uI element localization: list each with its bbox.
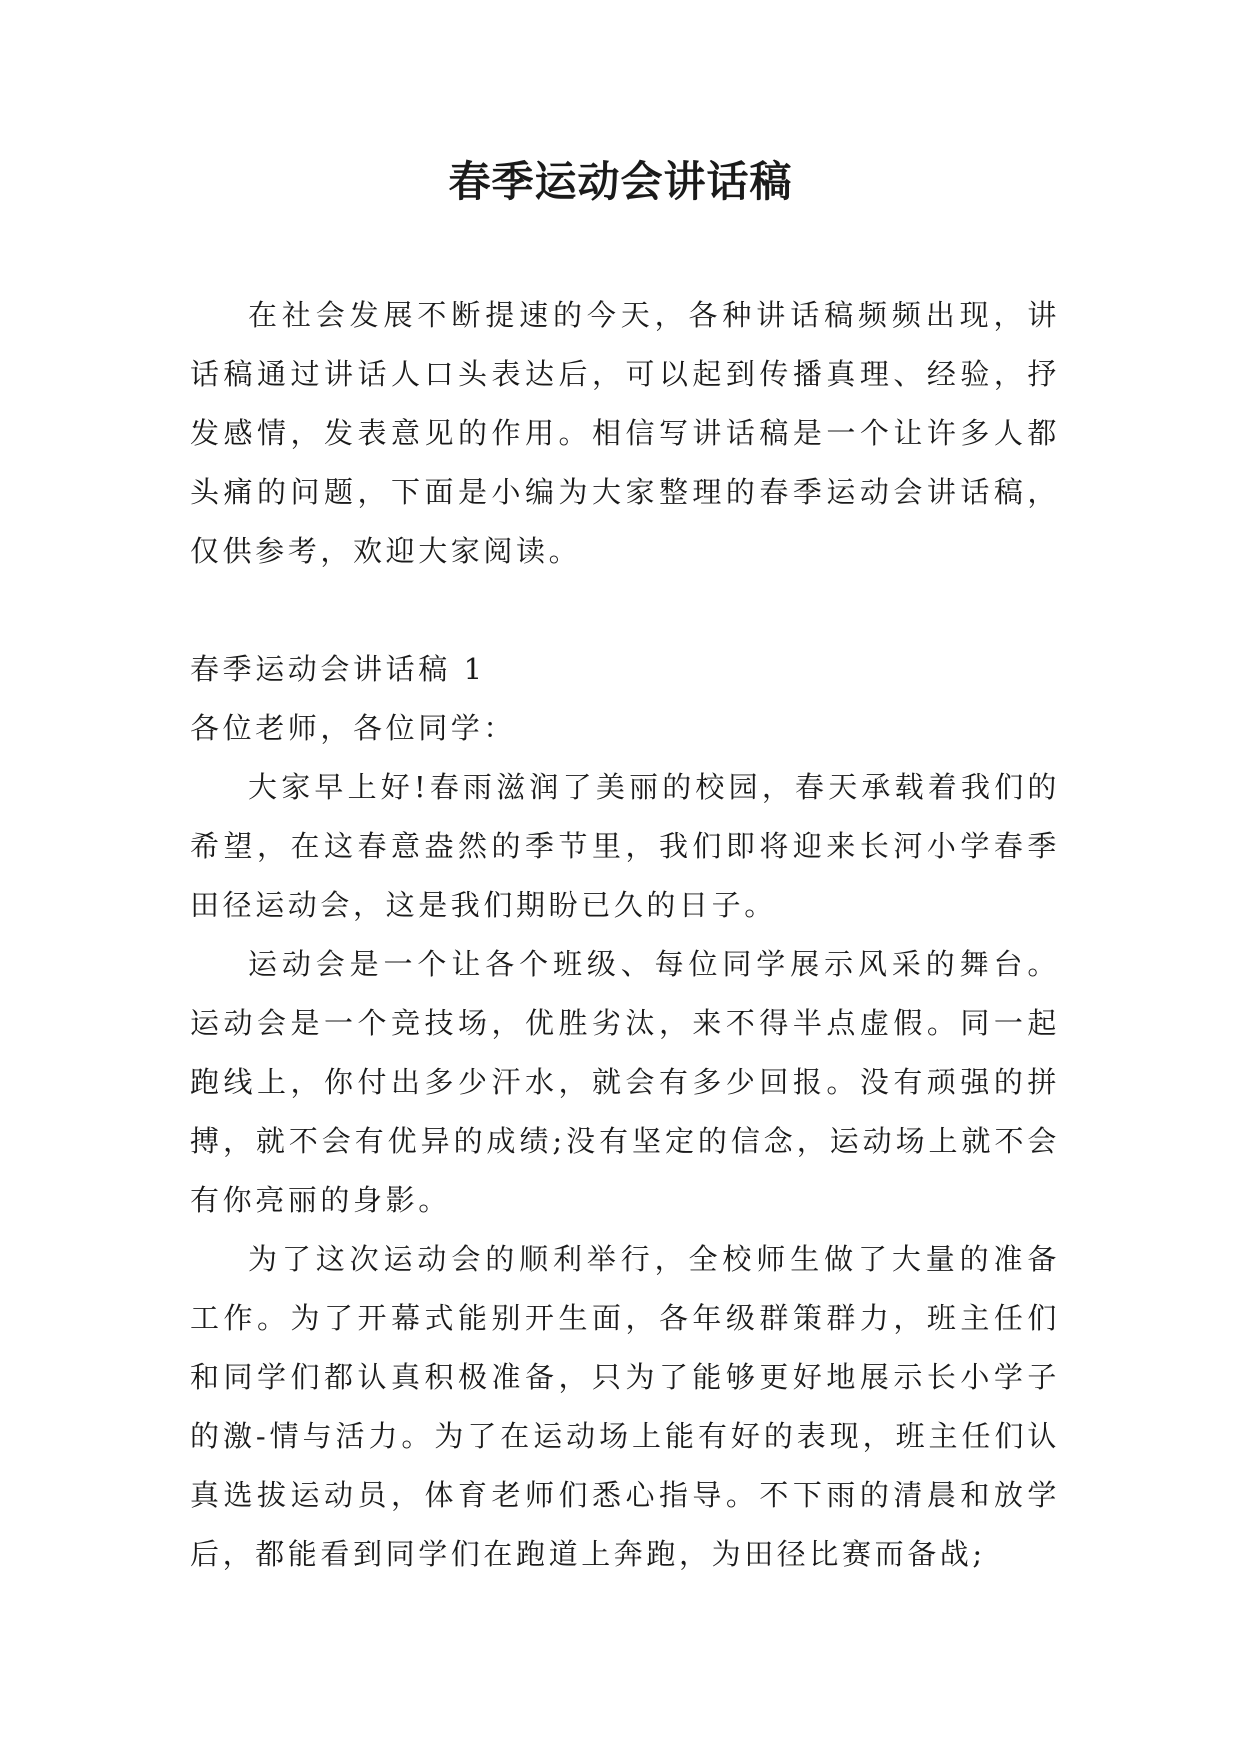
document-body [190,286,1060,1584]
section-heading: 春季运动会讲话稿 1 [190,652,486,686]
intro-paragraph: 在社会发展不断提速的今天，各种讲话稿频频出现，讲话稿通过讲话人口头表达后，可以起到传播真理、经验，抒发感情，发表意见的作用。相信写讲话稿是一个让许多人都头痛的问题，下面是小编为大家整理的春季运动会讲话稿，仅供参考，欢迎大家阅读。 [190,298,1060,568]
body-paragraph: 为了这次运动会的顺利举行，全校师生做了大量的准备工作。为了开幕式能别开生面，各年级群策群力，班主任们和同学们都认真积极准备，只为了能够更好地展示长小学子的激-情与活力。为了在运动场上能有好的表现，班主任们认真选拔运动员，体育老师们悉心指导。不下雨的清晨和放学后，都能看到同学们在跑道上奔跑，为田径比赛而备战; [190,1242,1060,1571]
body-paragraph: 运动会是一个让各个班级、每位同学展示风采的舞台。运动会是一个竞技场，优胜劣汰，来不得半点虚假。同一起跑线上，你付出多少汗水，就会有多少回报。没有顽强的拼搏，就不会有优异的成绩;没有坚定的信念，运动场上就不会有你亮丽的身影。 [190,947,1060,1217]
salutation: 各位老师，各位同学： [190,711,517,745]
body-paragraph: 大家早上好!春雨滋润了美丽的校园，春天承载着我们的希望，在这春意盎然的季节里，我们即将迎来长河小学春季田径运动会，这是我们期盼已久的日子。 [190,770,1060,922]
document-title: 春季运动会讲话稿 [448,157,793,206]
